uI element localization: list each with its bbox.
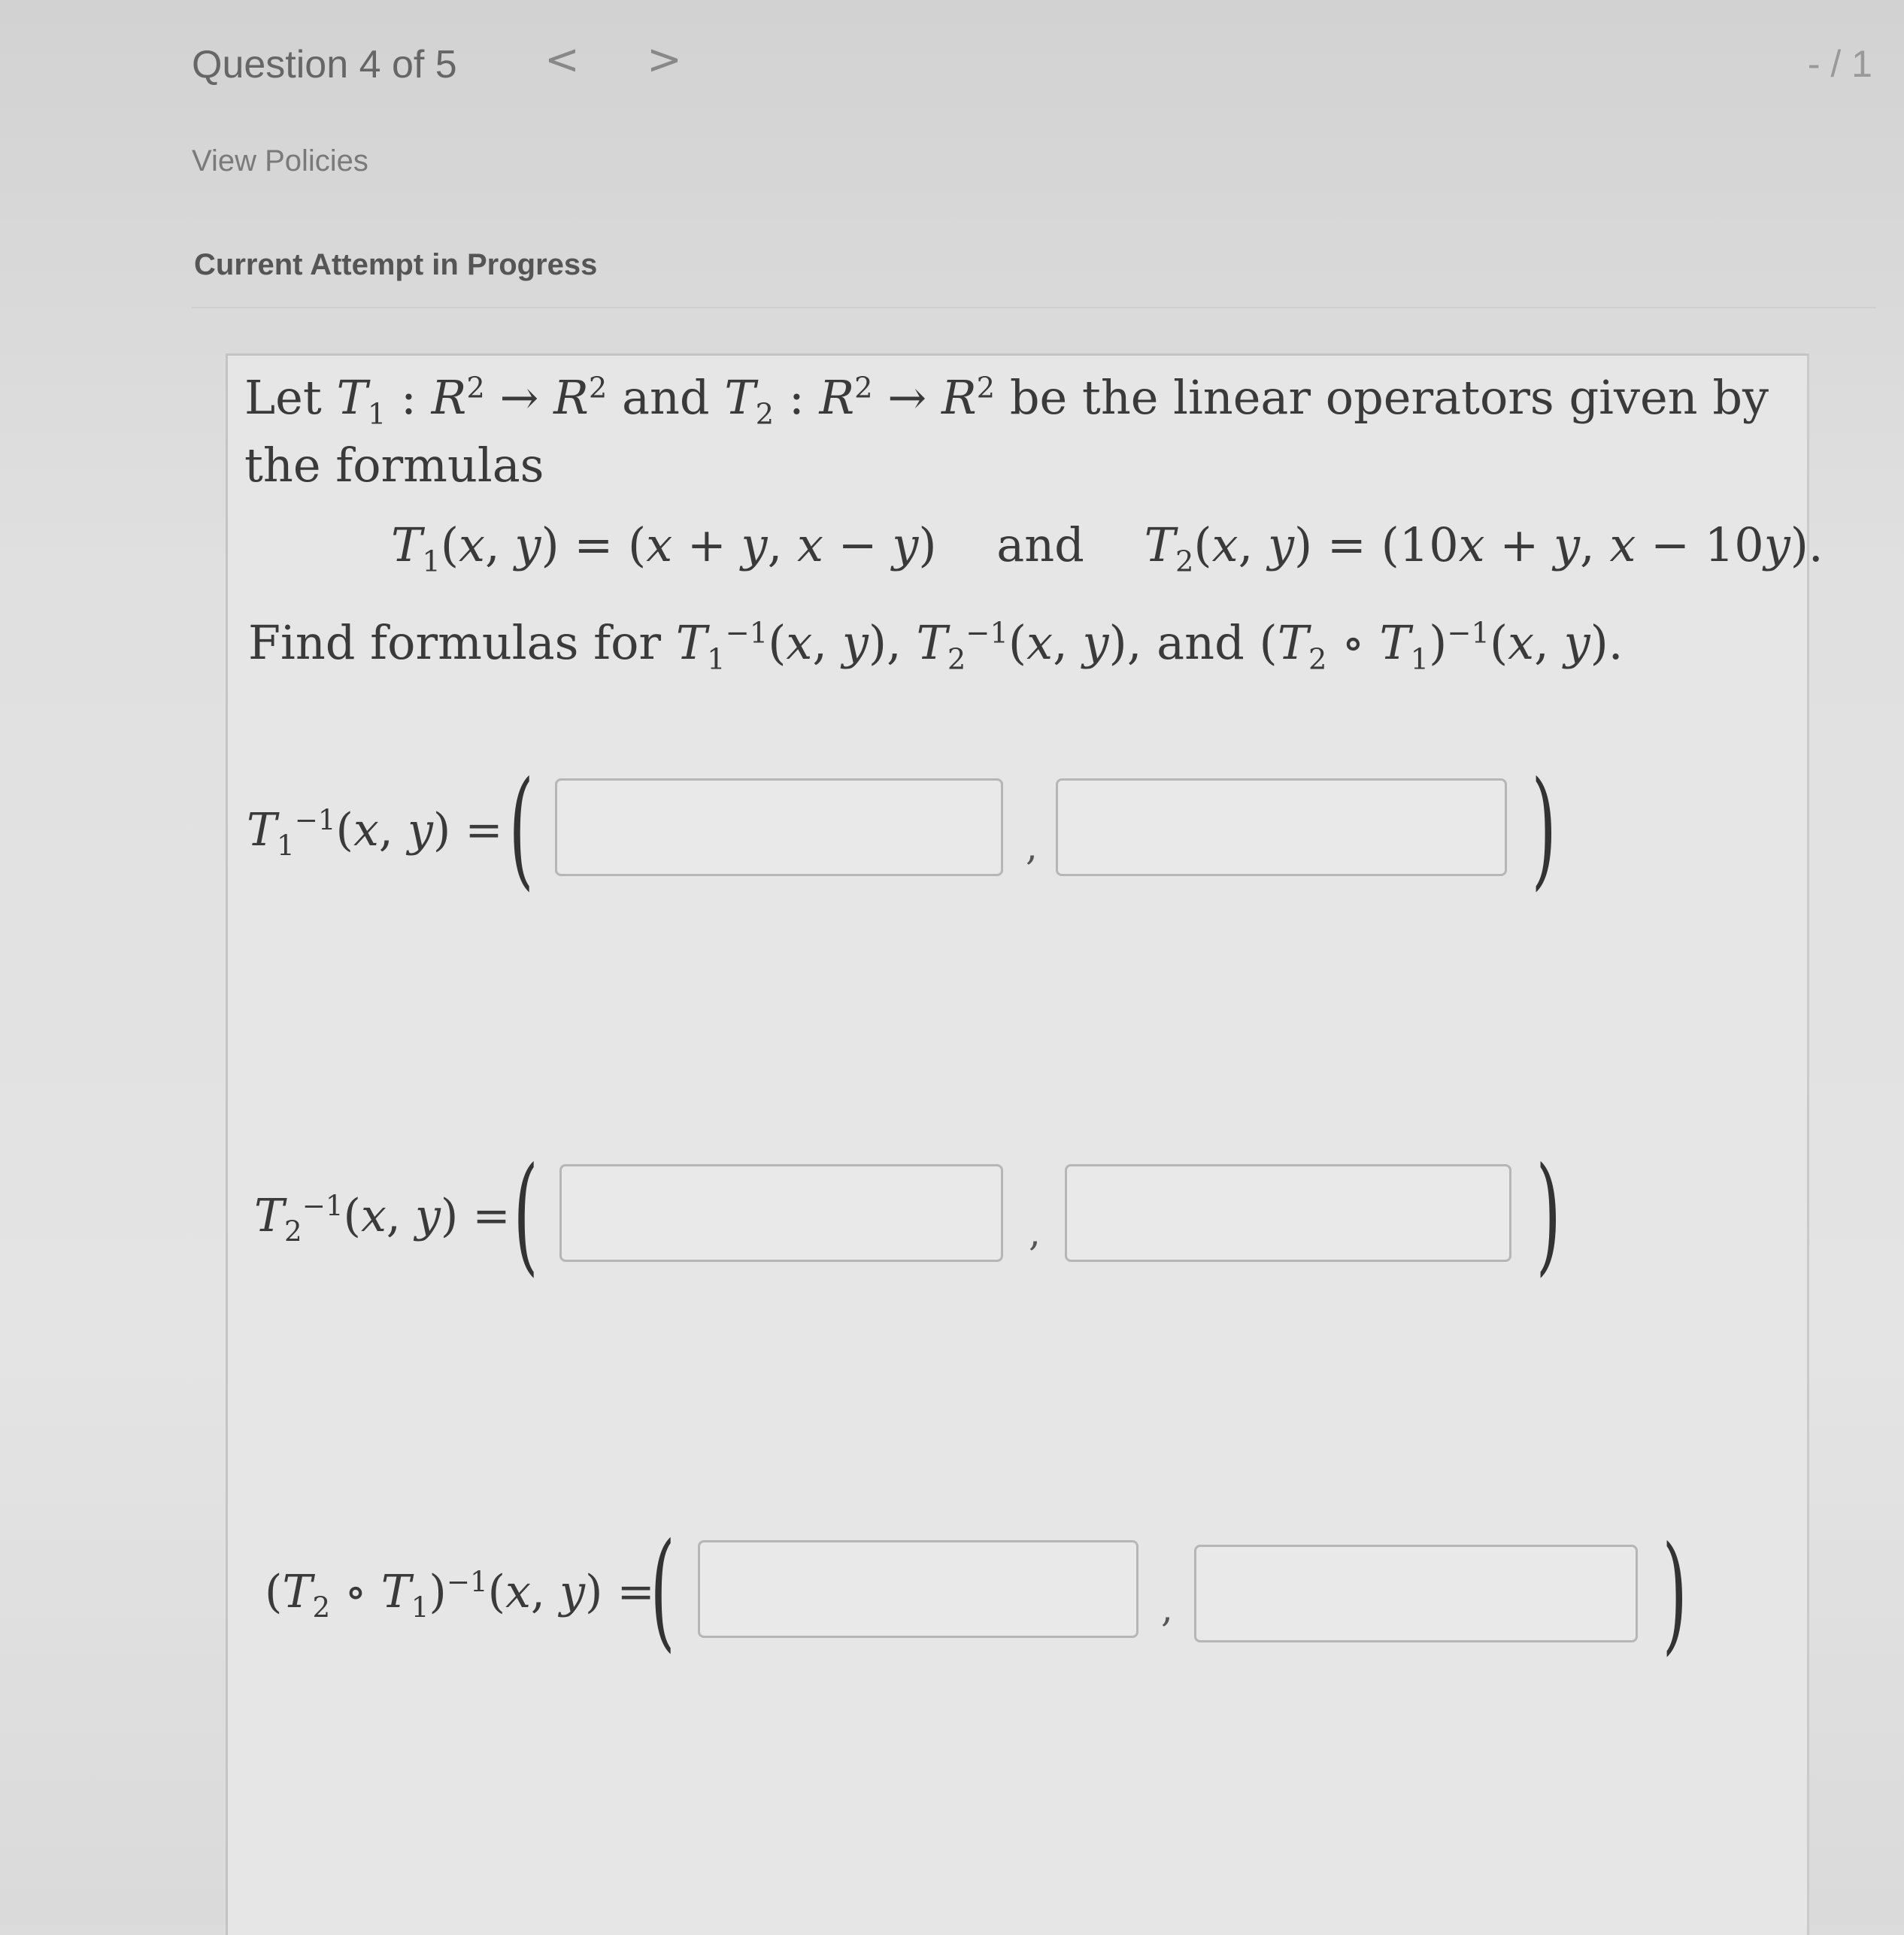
composite-inverse-first-input[interactable]	[698, 1540, 1138, 1638]
t2-inverse-first-input[interactable]	[559, 1164, 1003, 1262]
next-question-icon[interactable]: >	[647, 35, 682, 84]
question-intro-line-1	[244, 370, 1769, 432]
t2-formula-math: $T_2(x$, y) = (10x + y, x − 10y).	[1144, 517, 1824, 579]
left-parenthesis: (	[508, 754, 534, 903]
t1-formula-math: $T_1(x$, y) = (x + y, x − y)	[391, 517, 937, 579]
left-parenthesis: (	[650, 1516, 675, 1665]
t2-inverse-second-input[interactable]	[1065, 1164, 1511, 1262]
view-policies-link[interactable]: View Policies	[192, 144, 368, 177]
attempt-status-label: Current Attempt in Progress	[194, 248, 598, 281]
header-divider	[192, 307, 1876, 308]
find-t1-inverse-math: $T_1^{-1}(x$, y),	[675, 615, 902, 677]
question-prompt	[248, 615, 1624, 677]
answer-row-t2-inverse	[0, 1140, 1904, 1289]
left-parenthesis: (	[513, 1140, 538, 1289]
intro-let-word: Let	[244, 370, 322, 425]
comma-separator: ,	[1026, 825, 1038, 869]
question-number-label: Question 4 of 5	[192, 43, 457, 86]
question-intro-line-2: the formulas	[244, 438, 544, 493]
t2-mapping-math: $T_2$ : $R^2 \to R^2$	[724, 370, 996, 432]
t1-mapping-math: $T_1$ : $R^2 \to R^2$	[336, 370, 608, 432]
right-parenthesis: )	[1531, 754, 1557, 903]
find-and-word: and	[1157, 615, 1245, 670]
find-composite-inverse-math: ($T_2$ ∘ $T_1)^{-1}(x$, y).	[1259, 615, 1624, 677]
answer-row-t1-inverse	[0, 754, 1904, 903]
operator-formulas	[391, 517, 1824, 579]
score-label: - / 1	[1807, 43, 1872, 85]
t2-inverse-label: $T_2^{-1}(x$, y) =	[254, 1189, 511, 1248]
t1-inverse-first-input[interactable]	[555, 778, 1003, 876]
right-parenthesis: )	[1536, 1140, 1561, 1289]
intro-tail-text: be the linear operators given by	[1009, 370, 1769, 425]
comma-separator: ,	[1029, 1211, 1041, 1254]
answer-row-composite-inverse	[0, 1516, 1904, 1668]
formula-and-word: and	[996, 517, 1084, 572]
find-prefix-text: Find formulas for	[248, 615, 662, 670]
previous-question-icon[interactable]: <	[544, 35, 580, 84]
composite-inverse-second-input[interactable]	[1194, 1545, 1638, 1642]
question-panel	[226, 353, 1809, 1935]
intro-and-word: and	[622, 370, 710, 425]
t1-inverse-label: $T_1^{-1}(x$, y) =	[247, 803, 503, 862]
right-parenthesis: )	[1662, 1519, 1687, 1668]
comma-separator: ,	[1161, 1587, 1173, 1630]
composite-inverse-label: ($T_2$ ∘ $T_1)^{-1}(x$, y) =	[265, 1565, 655, 1624]
find-t2-inverse-math: $T_2^{-1}(x$, y),	[916, 615, 1142, 677]
t1-inverse-second-input[interactable]	[1056, 778, 1507, 876]
